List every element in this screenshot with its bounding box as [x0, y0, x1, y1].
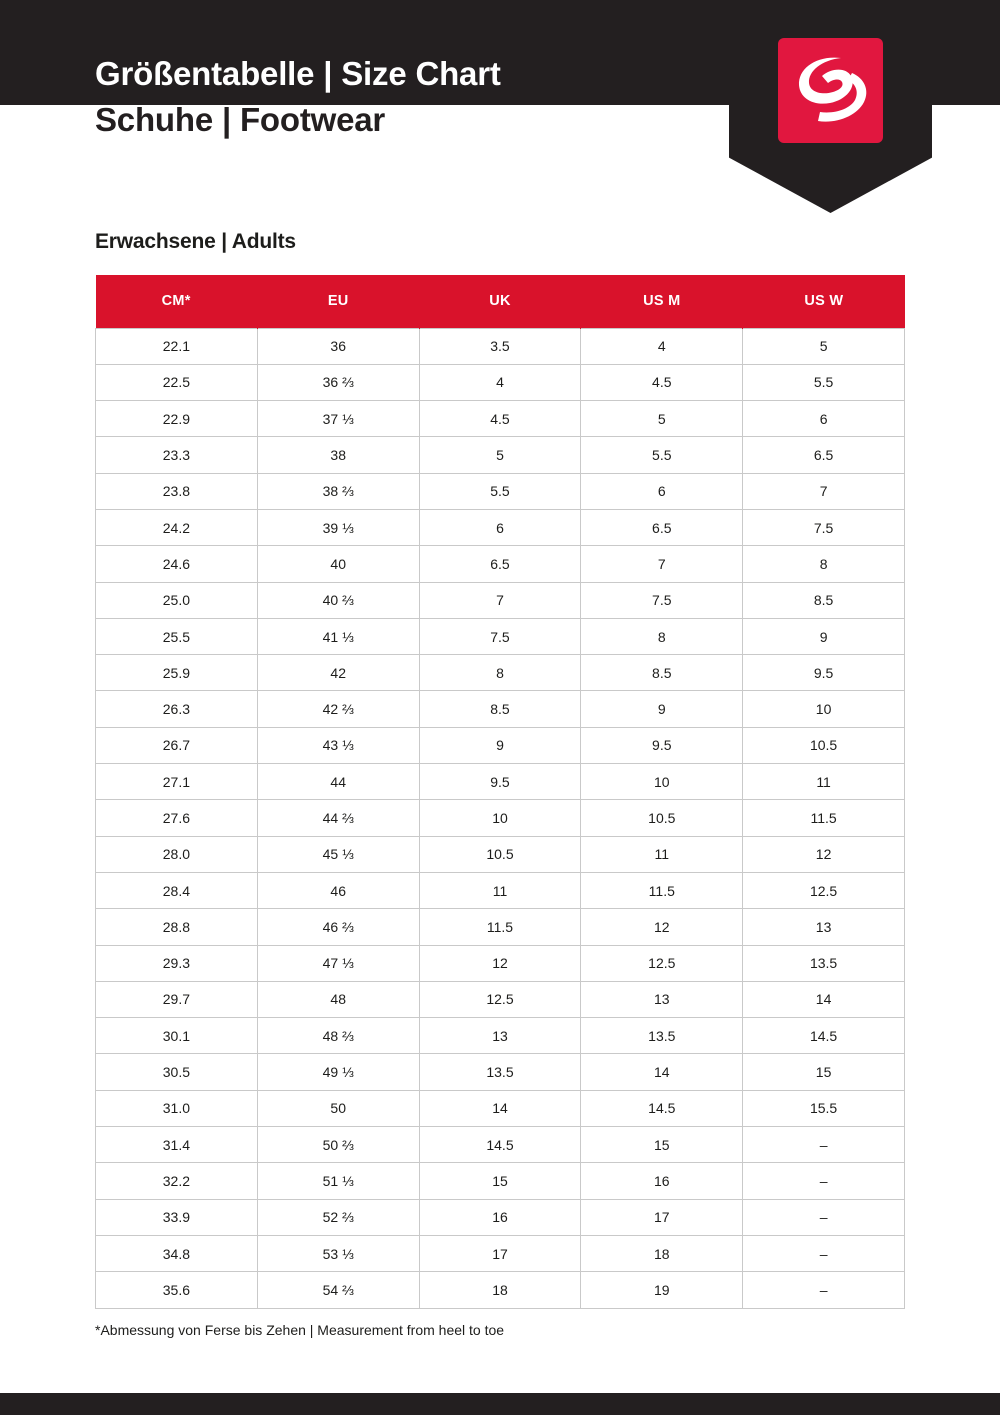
column-header: US M	[581, 275, 743, 328]
logo-banner	[729, 0, 932, 213]
table-row	[96, 1163, 905, 1199]
table-row	[96, 437, 905, 473]
table-row	[96, 1235, 905, 1271]
table-cell: 10	[743, 691, 905, 727]
table-cell: 6	[743, 401, 905, 437]
table-cell: 11.5	[743, 800, 905, 836]
table-cell: 15.5	[743, 1090, 905, 1126]
table-cell: 16	[581, 1163, 743, 1199]
table-cell: 10	[419, 800, 581, 836]
table-cell: 4	[581, 328, 743, 364]
table-footnote: *Abmessung von Ferse bis Zehen | Measurement from heel to toe	[95, 1321, 505, 1338]
table-row	[96, 872, 905, 908]
table-cell: 24.6	[96, 546, 258, 582]
table-cell: 29.3	[96, 945, 258, 981]
table-row	[96, 1199, 905, 1235]
table-cell: 8	[419, 655, 581, 691]
table-cell: 14	[419, 1090, 581, 1126]
table-row	[96, 655, 905, 691]
table-cell: 12	[743, 836, 905, 872]
table-cell: 25.9	[96, 655, 258, 691]
table-row	[96, 1054, 905, 1090]
table-cell: 13.5	[581, 1018, 743, 1054]
table-cell: 40 ⅔	[257, 582, 419, 618]
document-content	[0, 230, 1000, 1338]
table-cell: 8.5	[419, 691, 581, 727]
table-cell: 11.5	[419, 909, 581, 945]
table-cell: 7	[581, 546, 743, 582]
table-cell: 14.5	[581, 1090, 743, 1126]
table-cell: 23.8	[96, 473, 258, 509]
table-cell: 5	[419, 437, 581, 473]
table-cell: 45 ⅓	[257, 836, 419, 872]
table-cell: –	[743, 1163, 905, 1199]
table-cell: 28.8	[96, 909, 258, 945]
table-row	[96, 364, 905, 400]
table-cell: 15	[419, 1163, 581, 1199]
table-cell: 3.5	[419, 328, 581, 364]
title-secondary: Schuhe | Footwear	[95, 101, 386, 138]
table-cell: 9	[419, 727, 581, 763]
table-row	[96, 1018, 905, 1054]
table-cell: 5.5	[743, 364, 905, 400]
table-row	[96, 945, 905, 981]
table-cell: 6.5	[419, 546, 581, 582]
table-cell: 13	[743, 909, 905, 945]
table-row	[96, 509, 905, 545]
table-cell: 42 ⅔	[257, 691, 419, 727]
table-row	[96, 800, 905, 836]
table-cell: 11.5	[581, 872, 743, 908]
table-cell: 13.5	[419, 1054, 581, 1090]
table-cell: 9	[743, 618, 905, 654]
table-cell: 25.5	[96, 618, 258, 654]
table-cell: 22.9	[96, 401, 258, 437]
table-cell: 4.5	[419, 401, 581, 437]
table-cell: 4	[419, 364, 581, 400]
table-cell: –	[743, 1127, 905, 1163]
table-row	[96, 727, 905, 763]
table-cell: 36	[257, 328, 419, 364]
table-cell: 7	[419, 582, 581, 618]
table-row	[96, 1127, 905, 1163]
table-cell: 40	[257, 546, 419, 582]
table-cell: 17	[419, 1235, 581, 1271]
table-cell: –	[743, 1199, 905, 1235]
table-row	[96, 582, 905, 618]
table-row	[96, 618, 905, 654]
table-cell: 36 ⅔	[257, 364, 419, 400]
table-cell: 14	[743, 981, 905, 1017]
table-cell: 54 ⅔	[257, 1272, 419, 1308]
table-cell: 12	[581, 909, 743, 945]
table-cell: 8	[743, 546, 905, 582]
section-heading: Erwachsene | Adults	[95, 230, 296, 253]
column-header: CM*	[96, 275, 258, 328]
table-cell: 6.5	[581, 509, 743, 545]
table-row	[96, 401, 905, 437]
table-cell: 11	[743, 764, 905, 800]
table-cell: 14.5	[419, 1127, 581, 1163]
table-cell: 15	[743, 1054, 905, 1090]
five-ten-logo-icon	[778, 38, 883, 143]
table-cell: 13	[581, 981, 743, 1017]
table-cell: 6	[581, 473, 743, 509]
table-cell: 46	[257, 872, 419, 908]
table-row	[96, 328, 905, 364]
table-cell: 24.2	[96, 509, 258, 545]
table-row	[96, 764, 905, 800]
table-cell: 31.4	[96, 1127, 258, 1163]
table-row	[96, 981, 905, 1017]
table-cell: 13	[419, 1018, 581, 1054]
column-header: US W	[743, 275, 905, 328]
table-cell: 31.0	[96, 1090, 258, 1126]
table-cell: 42	[257, 655, 419, 691]
table-cell: 16	[419, 1199, 581, 1235]
table-cell: 8.5	[581, 655, 743, 691]
table-cell: 11	[419, 872, 581, 908]
table-cell: –	[743, 1235, 905, 1271]
column-header: EU	[257, 275, 419, 328]
table-cell: 37 ⅓	[257, 401, 419, 437]
table-cell: 12	[419, 945, 581, 981]
table-cell: 10.5	[419, 836, 581, 872]
table-cell: –	[743, 1272, 905, 1308]
table-cell: 43 ⅓	[257, 727, 419, 763]
table-row	[96, 1090, 905, 1126]
table-cell: 39 ⅓	[257, 509, 419, 545]
table-cell: 22.5	[96, 364, 258, 400]
table-cell: 41 ⅓	[257, 618, 419, 654]
table-cell: 50	[257, 1090, 419, 1126]
table-cell: 26.3	[96, 691, 258, 727]
table-cell: 6	[419, 509, 581, 545]
table-cell: 10	[581, 764, 743, 800]
table-cell: 14	[581, 1054, 743, 1090]
table-cell: 27.6	[96, 800, 258, 836]
table-cell: 30.5	[96, 1054, 258, 1090]
table-cell: 5	[581, 401, 743, 437]
table-cell: 14.5	[743, 1018, 905, 1054]
table-cell: 32.2	[96, 1163, 258, 1199]
table-cell: 48	[257, 981, 419, 1017]
table-cell: 38	[257, 437, 419, 473]
table-cell: 26.7	[96, 727, 258, 763]
table-cell: 35.6	[96, 1272, 258, 1308]
table-cell: 51 ⅓	[257, 1163, 419, 1199]
table-cell: 5.5	[419, 473, 581, 509]
table-cell: 22.1	[96, 328, 258, 364]
table-cell: 12.5	[581, 945, 743, 981]
table-cell: 10.5	[581, 800, 743, 836]
table-cell: 44 ⅔	[257, 800, 419, 836]
table-row	[96, 909, 905, 945]
size-chart-table	[95, 275, 905, 1309]
table-cell: 8	[581, 618, 743, 654]
table-cell: 7.5	[581, 582, 743, 618]
table-cell: 52 ⅔	[257, 1199, 419, 1235]
table-cell: 34.8	[96, 1235, 258, 1271]
table-cell: 50 ⅔	[257, 1127, 419, 1163]
table-cell: 28.0	[96, 836, 258, 872]
page-title	[95, 52, 501, 142]
table-cell: 9.5	[743, 655, 905, 691]
table-cell: 9.5	[419, 764, 581, 800]
table-cell: 9	[581, 691, 743, 727]
table-cell: 5	[743, 328, 905, 364]
table-cell: 12.5	[419, 981, 581, 1017]
table-cell: 53 ⅓	[257, 1235, 419, 1271]
column-header: UK	[419, 275, 581, 328]
table-row	[96, 473, 905, 509]
table-cell: 5.5	[581, 437, 743, 473]
table-cell: 4.5	[581, 364, 743, 400]
table-cell: 46 ⅔	[257, 909, 419, 945]
table-cell: 29.7	[96, 981, 258, 1017]
table-cell: 15	[581, 1127, 743, 1163]
table-cell: 18	[581, 1235, 743, 1271]
title-primary: Größentabelle | Size Chart	[95, 55, 501, 92]
table-cell: 11	[581, 836, 743, 872]
table-cell: 27.1	[96, 764, 258, 800]
table-cell: 48 ⅔	[257, 1018, 419, 1054]
table-cell: 25.0	[96, 582, 258, 618]
table-cell: 6.5	[743, 437, 905, 473]
footer-band	[0, 1393, 1000, 1415]
table-row	[96, 691, 905, 727]
table-cell: 7.5	[419, 618, 581, 654]
table-cell: 12.5	[743, 872, 905, 908]
table-cell: 47 ⅓	[257, 945, 419, 981]
table-cell: 9.5	[581, 727, 743, 763]
table-cell: 10.5	[743, 727, 905, 763]
table-row	[96, 1272, 905, 1308]
table-cell: 23.3	[96, 437, 258, 473]
table-cell: 44	[257, 764, 419, 800]
table-cell: 8.5	[743, 582, 905, 618]
table-cell: 7	[743, 473, 905, 509]
table-cell: 33.9	[96, 1199, 258, 1235]
table-cell: 17	[581, 1199, 743, 1235]
table-header-row	[96, 275, 905, 328]
table-row	[96, 546, 905, 582]
table-cell: 13.5	[743, 945, 905, 981]
table-cell: 19	[581, 1272, 743, 1308]
table-row	[96, 836, 905, 872]
table-cell: 18	[419, 1272, 581, 1308]
table-cell: 7.5	[743, 509, 905, 545]
table-cell: 30.1	[96, 1018, 258, 1054]
table-cell: 28.4	[96, 872, 258, 908]
table-cell: 38 ⅔	[257, 473, 419, 509]
table-cell: 49 ⅓	[257, 1054, 419, 1090]
